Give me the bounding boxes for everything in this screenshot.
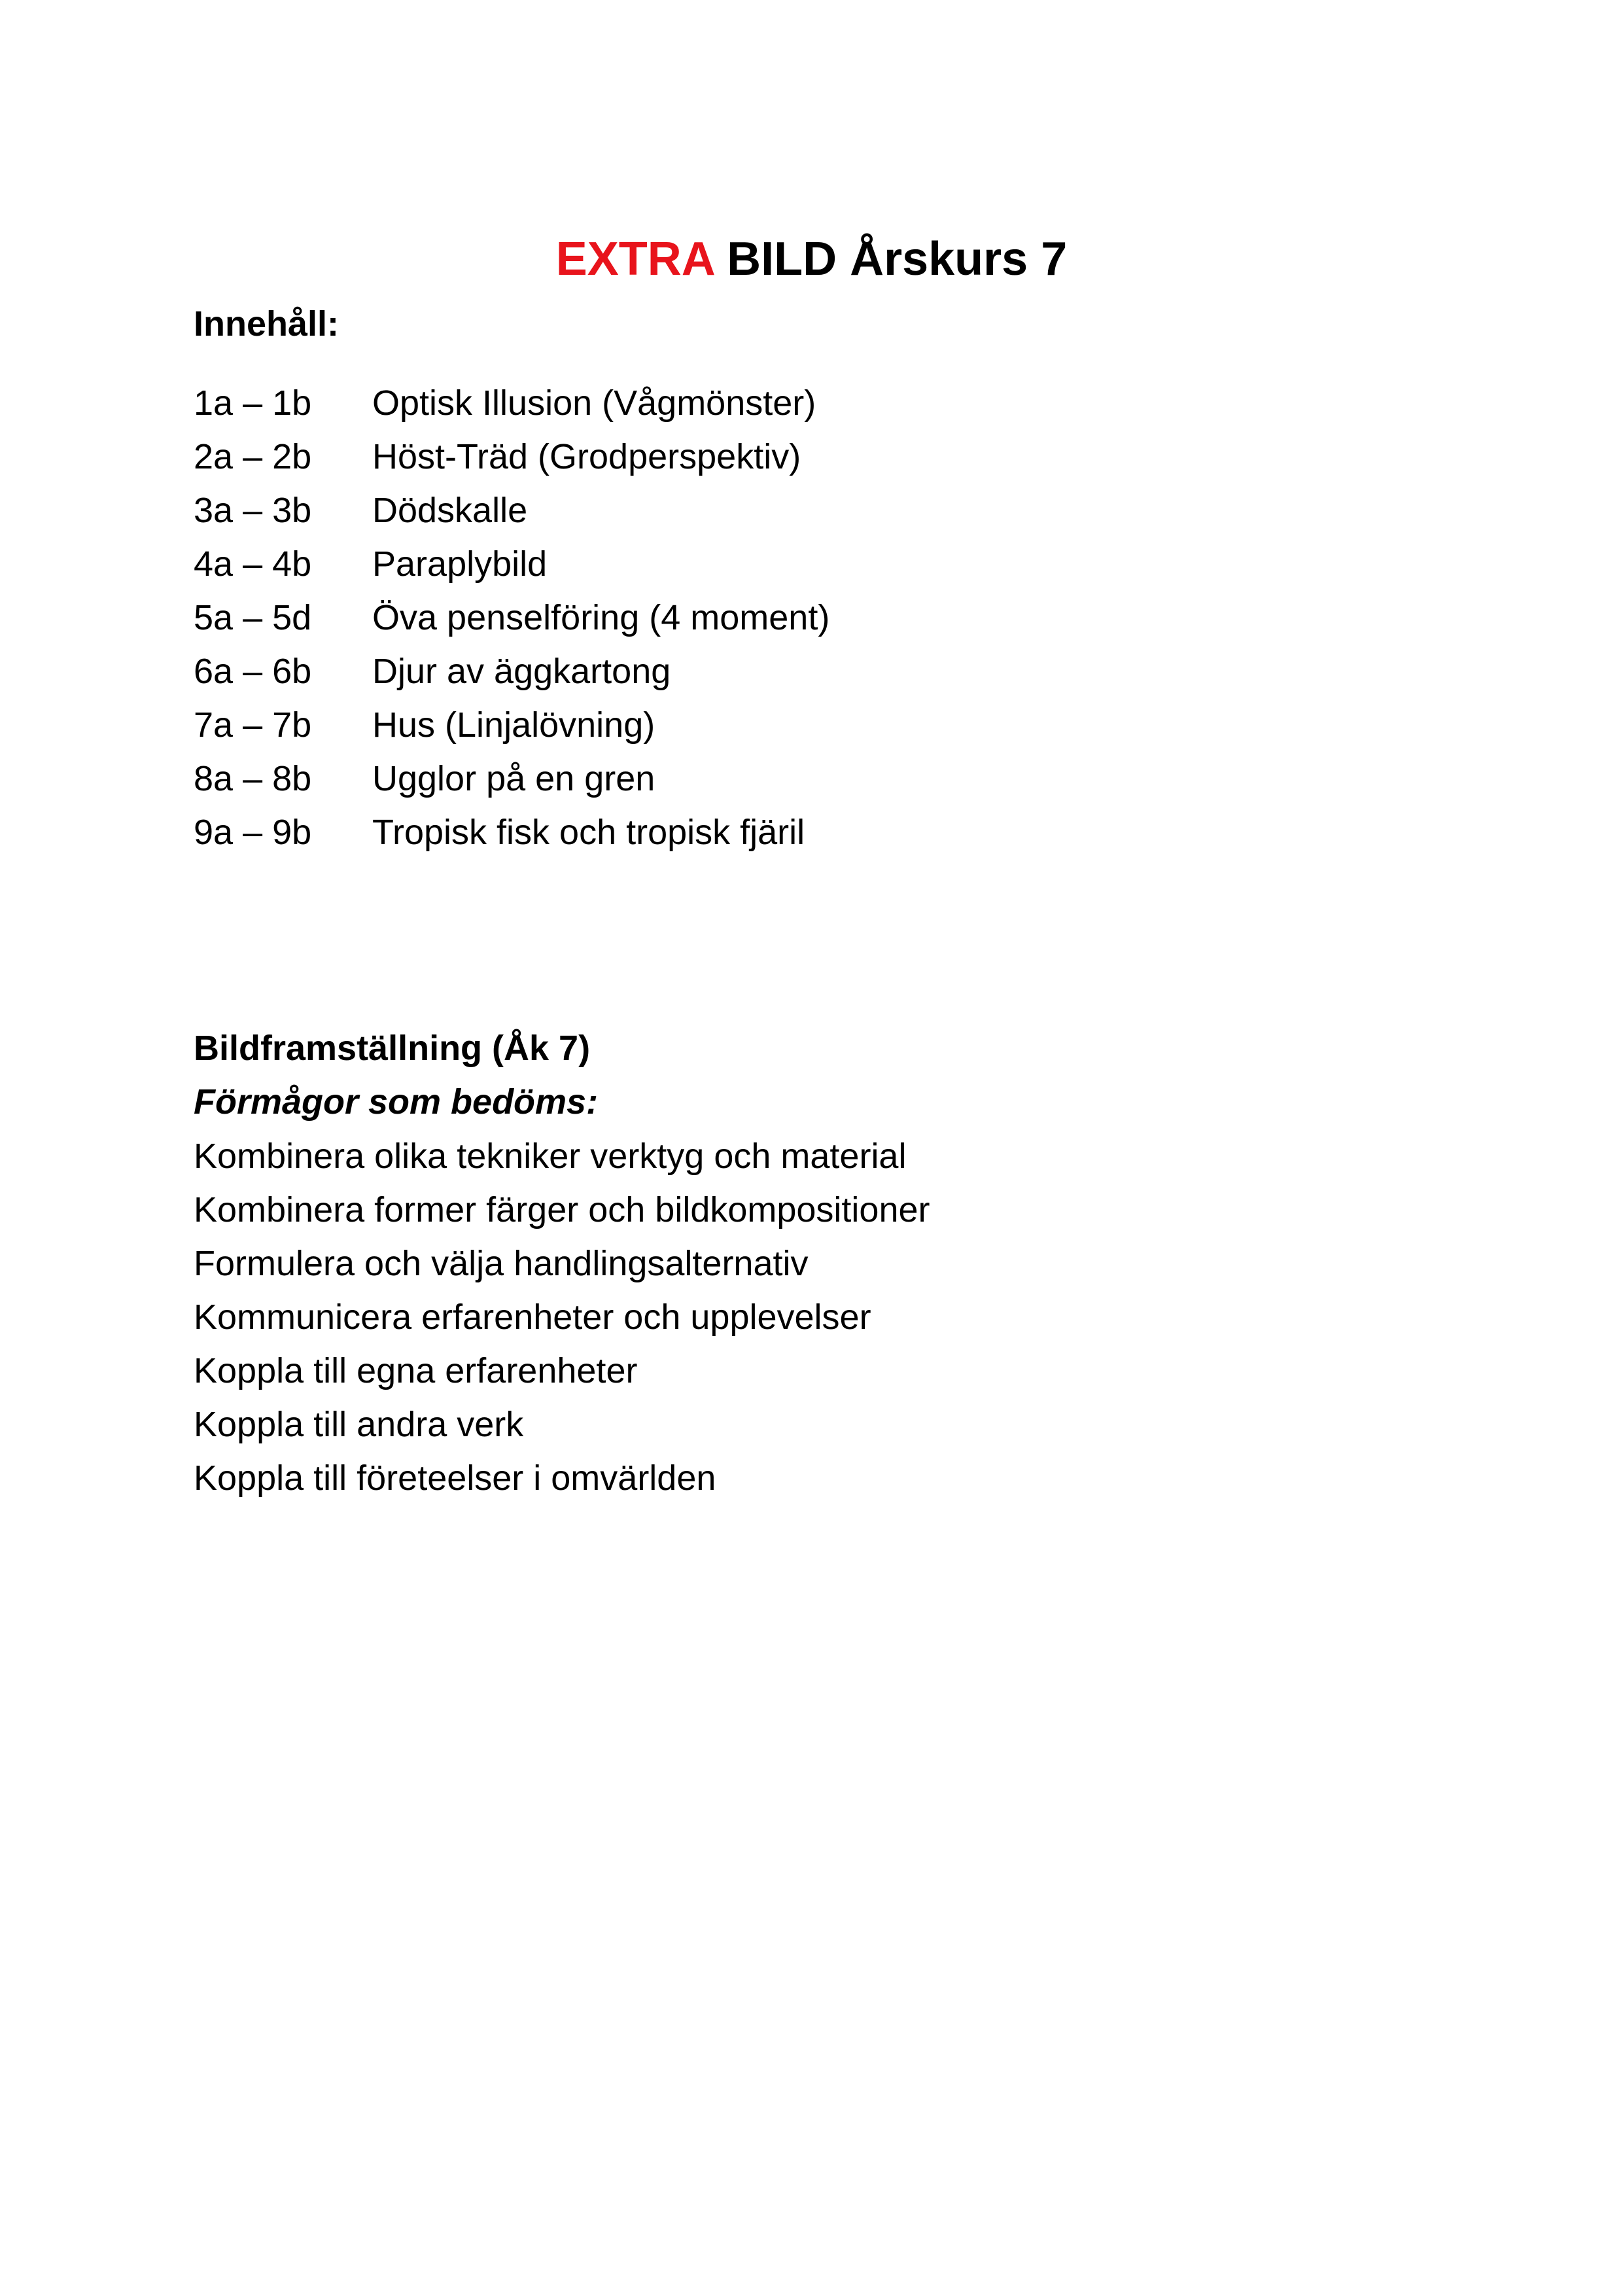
contents-item-label: Paraplybild	[372, 544, 548, 584]
contents-item	[194, 537, 829, 591]
criteria-item: Koppla till egna erfarenheter	[194, 1351, 638, 1390]
contents-item-range: 2a – 2b	[194, 437, 312, 476]
assessment-heading: Bildframställning (Åk 7)	[194, 1029, 591, 1068]
contents-item-range: 1a – 1b	[194, 383, 312, 423]
contents-item-label: Öva penselföring (4 moment)	[372, 598, 830, 637]
contents-item-range: 7a – 7b	[194, 705, 312, 745]
contents-item	[194, 805, 829, 859]
contents-item-label: Höst-Träd (Grodperspektiv)	[372, 437, 801, 476]
contents-item	[194, 484, 829, 537]
contents-item-label: Hus (Linjalövning)	[372, 705, 655, 745]
criteria-item: Kombinera olika tekniker verktyg och material	[194, 1137, 907, 1176]
assessment-subheading: Förmågor som bedöms:	[194, 1082, 599, 1122]
contents-item	[194, 752, 829, 805]
contents-item-range: 5a – 5d	[194, 598, 312, 637]
page-title	[0, 222, 1623, 296]
criteria-item: Kommunicera erfarenheter och upplevelser	[194, 1298, 871, 1337]
title-main-text: BILD Årskurs 7	[727, 233, 1068, 286]
contents-heading: Innehåll:	[194, 304, 340, 344]
contents-item-range: 6a – 6b	[194, 652, 312, 691]
contents-item	[194, 430, 829, 484]
contents-item	[194, 698, 829, 752]
contents-item-label: Dödskalle	[372, 491, 528, 530]
contents-item-range: 4a – 4b	[194, 544, 312, 584]
contents-item	[194, 376, 829, 430]
criteria-item: Kombinera former färger och bildkompositioner	[194, 1190, 930, 1229]
assessment-criteria-list	[194, 1129, 930, 1505]
contents-item-range: 9a – 9b	[194, 813, 312, 852]
contents-list	[194, 376, 829, 859]
criteria-item: Formulera och välja handlingsalternativ	[194, 1244, 809, 1283]
contents-item-label: Djur av äggkartong	[372, 652, 671, 691]
criteria-item: Koppla till företeelser i omvärlden	[194, 1458, 716, 1498]
contents-item-label: Tropisk fisk och tropisk fjäril	[372, 813, 805, 852]
contents-item-range: 3a – 3b	[194, 491, 312, 530]
contents-item	[194, 591, 829, 645]
contents-item	[194, 645, 829, 698]
title-accent-word: EXTRA	[555, 233, 714, 286]
criteria-item: Koppla till andra verk	[194, 1405, 524, 1444]
contents-item-range: 8a – 8b	[194, 759, 312, 798]
contents-item-label: Ugglor på en gren	[372, 759, 655, 798]
contents-item-label: Optisk Illusion (Vågmönster)	[372, 383, 816, 423]
